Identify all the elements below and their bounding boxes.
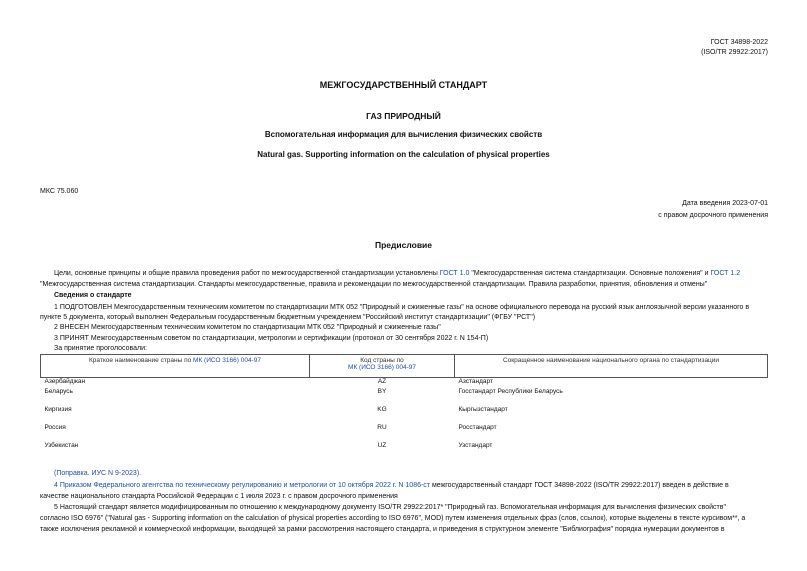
foreword-paragraph-1 bbox=[40, 269, 786, 280]
iso-number: (ISO/TR 29922:2017) bbox=[701, 49, 768, 56]
country-cell: Россия bbox=[44, 424, 66, 431]
code-cell: AZ bbox=[377, 378, 387, 385]
mk-iso-link[interactable]: МК (ИСО 3166) 004-97 bbox=[193, 357, 261, 364]
item-1-line-2: пункте 5 документа, который выполнен Федеральным государственным бюджетным учреждением "Российский институт стандартизации" (ФГБУ "РСТ") bbox=[40, 314, 536, 321]
foreword-paragraph-1-cont: "Межгосударственная система стандартизации. Стандарты межгосударственные, правила и рекомендации по межгосударственной стандартизации. Правила разработки, принятия, обновления и отмены" bbox=[40, 281, 708, 288]
table-row bbox=[41, 406, 768, 424]
voting-countries-table bbox=[40, 354, 768, 460]
early-application-note: с правом досрочного применения bbox=[658, 212, 768, 219]
order-link[interactable]: 4 Приказом Федерального агентства по техническому регулированию и метрологии от 10 октября 2022 г. N 1086-ст bbox=[54, 482, 431, 489]
intro-date-text: Дата введения 2023-07-01 bbox=[682, 200, 768, 207]
item-4-text: межгосударственный стандарт ГОСТ 34898-2022 (ISO/TR 29922:2017) введен в действие в bbox=[430, 482, 729, 489]
item-4-line-1 bbox=[40, 481, 786, 492]
foreword-heading: Предисловие bbox=[374, 240, 433, 250]
title-ru: ГАЗ ПРИРОДНЫЙ bbox=[366, 111, 441, 121]
gost-1-0-link[interactable]: ГОСТ 1.0 bbox=[439, 270, 470, 277]
amendment-link[interactable]: (Поправка. ИУС N 9-2023). bbox=[54, 470, 142, 477]
table-row bbox=[41, 378, 768, 389]
mk-iso-link[interactable]: МК (ИСО 3166) 004-97 bbox=[348, 364, 416, 371]
mks-code: МКС 75.060 bbox=[40, 188, 79, 195]
item-3: 3 ПРИНЯТ Межгосударственным советом по стандартизации, метрологии и сертификации (протокол от 30 сентября 2022 г. N 154-П) bbox=[54, 335, 489, 342]
body-cell: Азстандарт bbox=[458, 378, 493, 385]
gost-1-2-link[interactable]: ГОСТ 1.2 bbox=[710, 270, 741, 277]
item-4-line-2: качестве национального стандарта Российской Федерации с 1 июля 2023 г. с правом досрочного применения bbox=[40, 493, 398, 500]
column-header-country: Краткое наименование страны по МК (ИСО 3166) 004-97 bbox=[41, 355, 310, 378]
table-row bbox=[41, 388, 768, 406]
title-en: Natural gas. Supporting information on the calculation of physical properties bbox=[257, 150, 550, 159]
table-row bbox=[41, 424, 768, 442]
code-cell: UZ bbox=[377, 442, 387, 449]
body-cell: Росстандарт bbox=[458, 424, 497, 431]
voted-label: За принятие проголосовали: bbox=[54, 345, 147, 352]
foreword-text: "Межгосударственная система стандартизации. Основные положения" и bbox=[469, 270, 711, 277]
body-cell: Узстандарт bbox=[458, 442, 493, 449]
standard-type: МЕЖГОСУДАРСТВЕННЫЙ СТАНДАРТ bbox=[319, 80, 488, 90]
code-cell: RU bbox=[377, 424, 387, 431]
body-cell: Госстандарт Республики Беларусь bbox=[458, 388, 563, 395]
gost-number: ГОСТ 34898-2022 bbox=[710, 39, 768, 46]
item-5-line-1: 5 Настоящий стандарт является модифицированным по отношению к международному документу ISO/TR 29922:2017* "Природный газ. Вспомогательная информация для вычисления физических свойств" bbox=[54, 504, 726, 511]
country-cell: Узбекистан bbox=[44, 442, 79, 449]
country-cell: Киргизия bbox=[44, 406, 72, 413]
introduction-date bbox=[600, 198, 768, 222]
amendment-note bbox=[40, 469, 786, 480]
table-row bbox=[41, 442, 768, 460]
foreword-text: Цели, основные принципы и общие правила проведения работ по межгосударственной стандартизации установлены bbox=[54, 270, 440, 277]
item-2: 2 ВНЕСЕН Межгосударственным техническим комитетом по стандартизации МТК 052 "Природный и сжиженные газы" bbox=[54, 324, 441, 331]
table-header-row bbox=[41, 355, 768, 378]
country-cell: Азербайджан bbox=[44, 378, 86, 385]
standard-info-heading: Сведения о стандарте bbox=[54, 292, 132, 299]
code-cell: BY bbox=[377, 388, 387, 395]
column-header-code: Код страны по МК (ИСО 3166) 004-97 bbox=[310, 355, 455, 378]
column-header-body: Сокращенное наименование национального органа по стандартизации bbox=[455, 355, 768, 378]
item-5-line-3: также исключения рекламной и коммерческой информации, выходящей за рамки рассмотрения настоящего стандарта, и приведения в структурном элементе "Библиография" порядка нумерации документов в bbox=[40, 526, 725, 533]
body-cell: Кыргызстандарт bbox=[458, 406, 508, 413]
country-cell: Беларусь bbox=[44, 388, 73, 395]
item-1-line-1: 1 ПОДГОТОВЛЕН Межгосударственным техническим комитетом по стандартизации МТК 052 "Природный и сжиженные газы" на основе официального перевода на русский язык англоязычной версии указанного в bbox=[54, 304, 750, 311]
subtitle-ru: Вспомогательная информация для вычисления физических свойств bbox=[264, 130, 543, 139]
code-cell: KG bbox=[377, 406, 387, 413]
item-5-line-2: согласно ISO 6976" ("Natural gas - Supporting information on the calculation of physical properties according to ISO 6976", MOD) путем изменения отдельных фраз (слов, ссылок), которые выделены в тексте курсивом**, а bbox=[40, 515, 746, 522]
document-code bbox=[690, 38, 768, 58]
